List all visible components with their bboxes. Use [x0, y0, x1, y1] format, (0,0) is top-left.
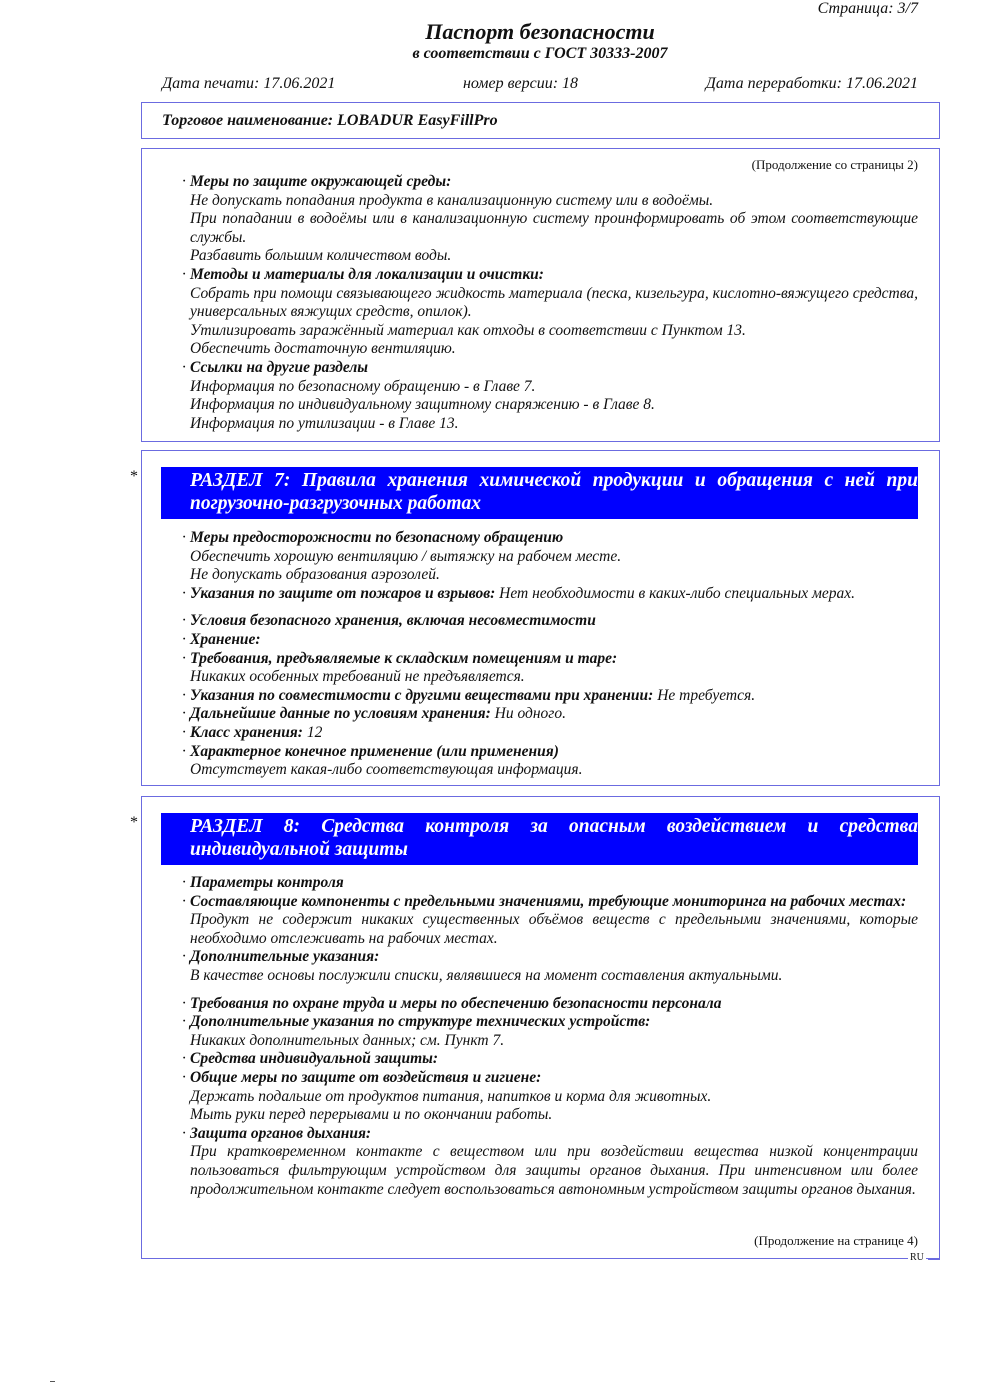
reference-line: Информация по безопасному обращению - в Главе 7.	[190, 377, 536, 395]
revision-marker: *	[130, 814, 138, 831]
storage-class-value: 12	[302, 723, 323, 741]
env-line: При попадании в водоёмы или в канализационную систему проинформировать об этом соответствующие службы.	[190, 210, 918, 246]
reference-line: Информация по утилизации - в Главе 13.	[190, 414, 459, 432]
hygiene-heading: · Общие меры по защите от воздействия и гигиене:	[190, 1069, 918, 1088]
cleanup-line: Утилизировать заражённый материал как отходы в соответствии с Пунктом 13.	[190, 321, 746, 339]
further-storage-item	[190, 705, 918, 724]
cleanup-line: Обеспечить достаточную вентиляцию.	[190, 340, 456, 358]
trade-name: Торговое наименование: LOBADUR EasyFillPro	[162, 112, 498, 129]
section-6-content	[190, 173, 918, 433]
section-7	[141, 450, 940, 786]
section-7-header: РАЗДЕЛ 7: Правила хранения химической продукции и обращения с ней при погрузочно-разгрузочных работах	[161, 467, 918, 519]
fire-protection-item	[190, 585, 918, 604]
env-line: Не допускать попадания продукта в канализационную систему или в водоёмы.	[190, 191, 714, 209]
storage-requirements-heading: · Требования, предъявляемые к складским помещениям и таре:	[190, 650, 918, 669]
storage-class-label: Класс хранения:	[190, 723, 303, 741]
document-title: Паспорт безопасности	[425, 19, 655, 44]
revision-date: Дата переработки: 17.06.2021	[705, 75, 918, 92]
storage-heading: · Хранение:	[190, 631, 918, 650]
language-code: RU	[910, 1252, 924, 1263]
compatibility-item	[190, 687, 918, 706]
footer-rule	[928, 1258, 940, 1260]
revision-marker: *	[130, 468, 138, 485]
reference-line: Информация по индивидуальному защитному снаряжению - в Главе 8.	[190, 396, 655, 414]
end-use-value: Отсутствует какая-либо соответствующая информация.	[190, 761, 583, 779]
fire-protection-value: Нет необходимости в каких-либо специальных мерах.	[495, 584, 855, 602]
trade-name-box	[141, 102, 940, 139]
print-date: Дата печати: 17.06.2021	[162, 75, 336, 92]
hygiene-line: Держать подальше от продуктов питания, напитков и корма для животных.	[190, 1087, 712, 1105]
further-storage-value: Ни одного.	[490, 705, 566, 723]
end-use-heading: · Характерное конечное применение (или применения)	[190, 743, 918, 762]
storage-requirements-value: Никаких особенных требований не предъявляется.	[190, 668, 525, 686]
compatibility-label: Указания по совместимости с другими веществами при хранении:	[190, 686, 654, 704]
further-storage-label: Дальнейшие данные по условиям хранения:	[190, 705, 491, 723]
storage-conditions-heading: · Условия безопасного хранения, включая несовместимости	[190, 612, 918, 631]
continued-from-note: (Продолжение со страницы 2)	[751, 157, 918, 172]
document-meta	[162, 75, 918, 93]
fire-protection-label: Указания по защите от пожаров и взрывов:	[190, 584, 496, 602]
handling-precautions-heading: · Меры предосторожности по безопасному обращению	[190, 529, 918, 548]
compatibility-value: Не требуется.	[653, 686, 756, 704]
technical-devices-heading: · Дополнительные указания по структуре технических устройств:	[190, 1013, 918, 1032]
cleanup-methods-heading: · Методы и материалы для локализации и очистки:	[190, 266, 918, 285]
respiratory-protection-value: При кратковременном контакте с веществом или при воздействии вещества низкой концентрации пользоваться фильтрующим устройством для защиты органов дыхания. При интенсивном или более продолжительном контакте следует воспользоваться автономным устройством защиты органов дыхания.	[190, 1143, 918, 1198]
section-7-content	[190, 529, 918, 780]
additional-notes-value: В качестве основы послужили списки, являвшиеся на момент составления актуальными.	[190, 966, 783, 984]
additional-notes-heading: · Дополнительные указания:	[190, 948, 918, 967]
references-heading: · Ссылки на другие разделы	[190, 359, 918, 378]
document-subtitle: в соответствии с ГОСТ 30333-2007	[412, 45, 668, 62]
cleanup-line: Собрать при помощи связывающего жидкость материала (песка, кизельгура, кислотно-вяжущего средства, универсальных вяжущих средств, опилок).	[190, 284, 918, 321]
page-mark	[50, 1381, 55, 1382]
handling-line: Не допускать образования аэрозолей.	[190, 566, 440, 584]
technical-devices-value: Никаких дополнительных данных; см. Пункт 7.	[190, 1031, 505, 1049]
storage-class-item	[190, 724, 918, 743]
section-8	[141, 796, 940, 1259]
continued-to-note: (Продолжение на странице 4)	[754, 1233, 918, 1248]
section-8-content	[190, 874, 918, 1199]
env-measures-heading: · Меры по защите окружающей среды:	[190, 173, 918, 192]
hygiene-line: Мыть руки перед перерывами и по окончании работы.	[190, 1106, 553, 1124]
version-number: номер версии: 18	[462, 75, 579, 92]
ppe-heading: · Средства индивидуальной защиты:	[190, 1050, 918, 1069]
respiratory-protection-heading: · Защита органов дыхания:	[190, 1125, 918, 1144]
control-parameters-heading: · Параметры контроля	[190, 874, 918, 893]
labor-protection-heading: · Требования по охране труда и меры по обеспечению безопасности персонала	[190, 995, 918, 1014]
handling-line: Обеспечить хорошую вентиляцию / вытяжку на рабочем месте.	[190, 547, 622, 565]
page-number: Страница: 3/7	[817, 0, 918, 17]
section-6-continuation	[141, 148, 940, 442]
section-8-header: РАЗДЕЛ 8: Средства контроля за опасным воздействием и средства индивидуальной защиты	[161, 813, 918, 865]
limit-components-heading: · Составляющие компоненты с предельными значениями, требующие мониторинга на рабочих местах:	[190, 893, 918, 912]
limit-components-value: Продукт не содержит никаких существенных объёмов веществ с предельными значениями, которые необходимо отслеживать на рабочих местах.	[190, 911, 918, 947]
env-line: Разбавить большим количеством воды.	[190, 247, 452, 265]
